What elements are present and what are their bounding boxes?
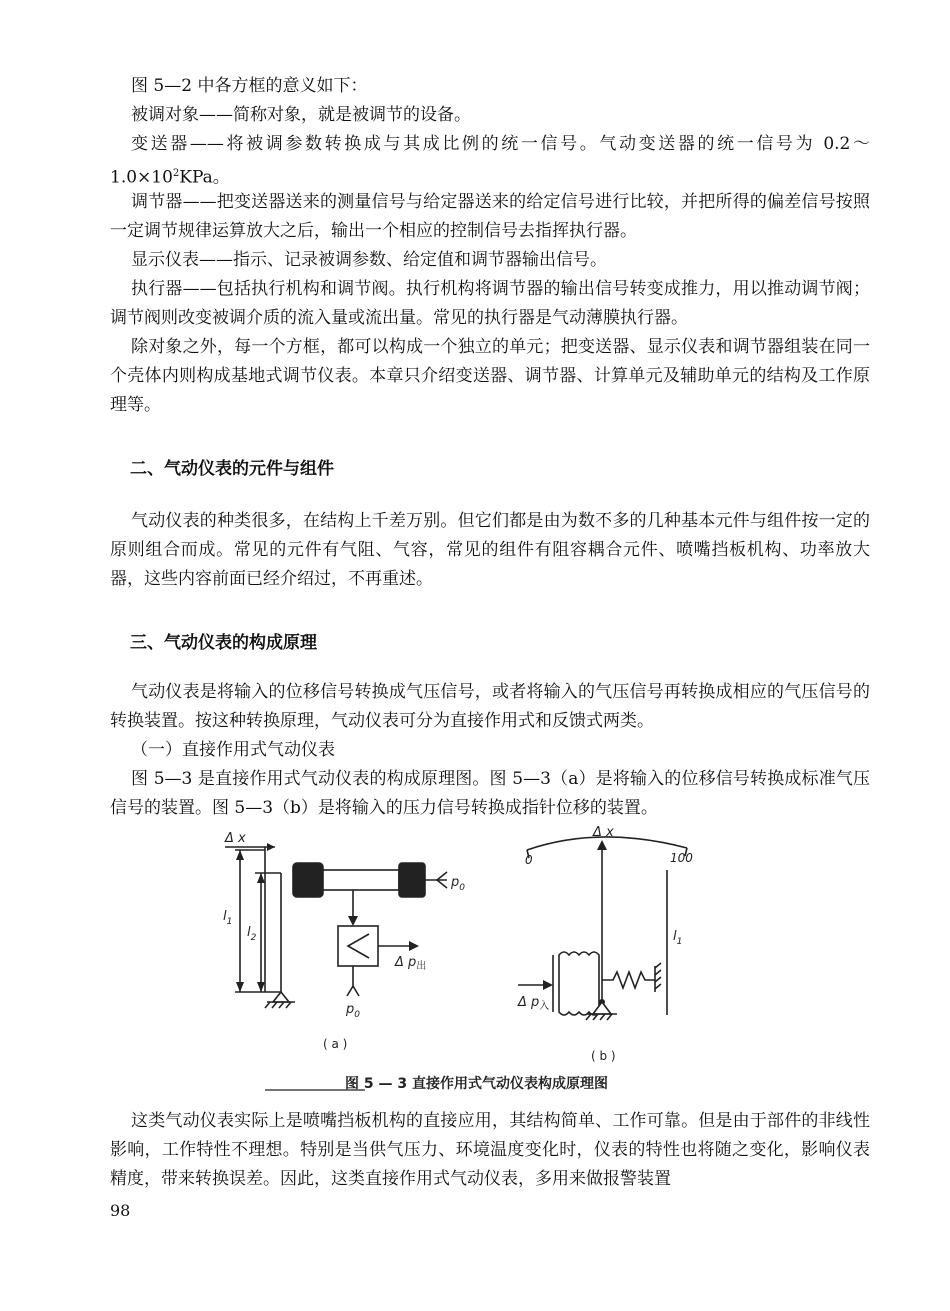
p0-bottom-text: p xyxy=(346,1002,355,1017)
dp-in-label xyxy=(517,995,549,1012)
paragraph-text: KPa。 xyxy=(179,167,230,188)
p0-label-right xyxy=(450,875,465,893)
p0-bottom-sub: 0 xyxy=(354,1010,360,1020)
dp-in-text: Δ p xyxy=(518,995,540,1010)
paragraph-text: 变送器——将被调参数转换成与其成比例的统一信号。气动变送器的统一信号为 0.2～1.0×10 xyxy=(110,134,870,188)
l2-label-a-text: l xyxy=(247,925,251,940)
dp-out-sub: 出 xyxy=(416,961,427,972)
paragraph: 这类气动仪表实际上是喷嘴挡板机构的直接应用，其结构简单、工作可靠。但是由于部件的非线性影响，工作特性不理想。特别是当供气压力、环境温度变化时，仪表的特性也将随之变化，影响仪表精度，带来转换误差。因此，这类直接作用式气动仪表，多用来做报警装置 xyxy=(110,1111,870,1189)
l1-label-b-text: l xyxy=(673,929,677,944)
l1-label-b-sub: 1 xyxy=(676,937,683,947)
l2-label-a-sub: 2 xyxy=(250,933,257,943)
dp-out-text: Δ p xyxy=(395,955,417,970)
l1-label-a-text: l xyxy=(223,909,227,924)
p0-label-bottom xyxy=(345,1002,360,1020)
figure-caption: 图 5 — 3 直接作用式气动仪表构成原理图 xyxy=(345,1076,608,1092)
page-number: 98 xyxy=(110,1201,131,1220)
figure-b-label: ( b ) xyxy=(591,1049,616,1063)
section-heading: 二、气动仪表的元件与组件 xyxy=(130,459,334,479)
p0-right-sub: 0 xyxy=(459,883,465,893)
section-heading: 三、气动仪表的构成原理 xyxy=(130,633,317,653)
paragraph: 图 5—2 中各方框的意义如下： xyxy=(131,76,368,96)
figure-a-diagram xyxy=(223,831,465,1051)
l1-label-b xyxy=(673,929,682,947)
l2-label-a xyxy=(247,925,257,943)
paragraph: 显示仪表——指示、记录被调参数、给定值和调节器输出信号。 xyxy=(131,250,607,270)
scale-min-label: 0 xyxy=(525,853,533,867)
p0-right-text: p xyxy=(451,875,460,890)
figure-5-3-diagram xyxy=(215,820,705,1100)
paragraph: 调节器——把变送器送来的测量信号与给定器送来的给定信号进行比较，并把所得的偏差信号按照一定调节规律运算放大之后，输出一个相应的控制信号去指挥执行器。 xyxy=(110,192,870,241)
delta-x-label-a: Δ x xyxy=(225,831,246,846)
delta-x-label-b: Δ x xyxy=(593,825,614,840)
figure-a-label: ( a ) xyxy=(323,1037,348,1051)
l1-label-a-sub: 1 xyxy=(226,917,233,927)
subsection-heading: （一）直接作用式气动仪表 xyxy=(131,740,335,760)
paragraph xyxy=(110,130,870,193)
paragraph: 图 5—3 是直接作用式气动仪表的构成原理图。图 5—3（a）是将输入的位移信号转换成标准气压信号的装置。图 5—3（b）是将输入的压力信号转换成指针位移的装置。 xyxy=(110,769,870,818)
paragraph: 气动仪表的种类很多，在结构上千差万别。但它们都是由为数不多的几种基本元件与组件按一定的原则组合而成。常见的元件有气阻、气容，常见的组件有阻容耦合元件、喷嘴挡板机构、功率放大器，这些内容前面已经介绍过，不再重述。 xyxy=(110,511,870,589)
superscript: 2 xyxy=(172,168,180,179)
dp-in-sub: 入 xyxy=(539,1001,550,1012)
paragraph: 除对象之外，每一个方框，都可以构成一个独立的单元；把变送器、显示仪表和调节器组装在同一个壳体内则构成基地式调节仪表。本章只介绍变送器、调节器、计算单元及辅助单元的结构及工作原理等。 xyxy=(110,337,870,415)
paragraph: 气动仪表是将输入的位移信号转换成气压信号，或者将输入的气压信号再转换成相应的气压信号的转换装置。按这种转换原理，气动仪表可分为直接作用式和反馈式两类。 xyxy=(110,682,870,731)
scale-max-label: 100 xyxy=(670,851,693,865)
l1-label-a xyxy=(223,909,232,927)
dp-out-label xyxy=(394,955,426,972)
paragraph: 被调对象——简称对象，就是被调节的设备。 xyxy=(131,105,471,125)
paragraph: 执行器——包括执行机构和调节阀。执行机构将调节器的输出信号转变成推力，用以推动调节阀；调节阀则改变被调介质的流入量或流出量。常见的执行器是气动薄膜执行器。 xyxy=(110,279,870,328)
figure-b-diagram xyxy=(517,825,693,1063)
